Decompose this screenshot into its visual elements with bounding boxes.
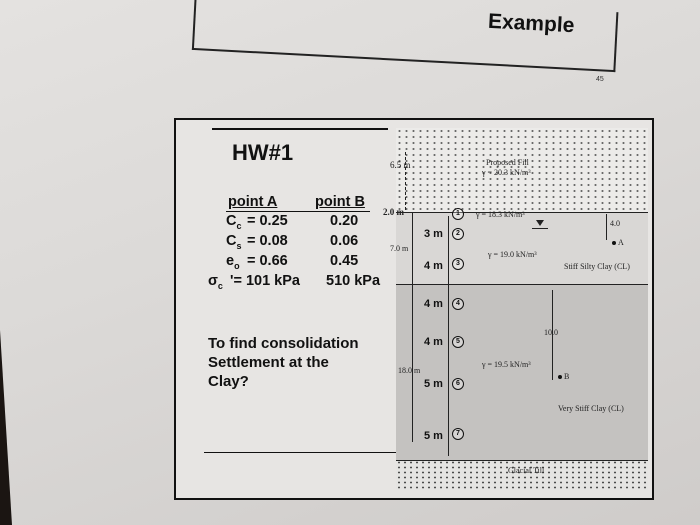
- page-number: 45: [596, 76, 604, 83]
- param-cs-point-a: = 0.08: [247, 233, 288, 249]
- param-eo-point-a: = 0.66: [247, 253, 288, 269]
- homework-title: HW#1: [232, 140, 294, 165]
- point-b-marker: [558, 375, 562, 379]
- point-a-marker: [612, 241, 616, 245]
- param-eo-point-b: 0.45: [330, 253, 359, 269]
- question-text: [208, 334, 359, 391]
- very-stiff-clay-label: Very Stiff Clay (CL): [558, 404, 624, 413]
- param-sigma-c-point-a: '= 101 kPa: [230, 273, 300, 289]
- water-depth-line: [606, 214, 607, 240]
- sublayer-number: 6: [452, 378, 464, 390]
- depth-2-label: 2.0 m: [383, 207, 404, 217]
- depth-4-label: 4.0: [610, 219, 620, 228]
- fill-depth-label: 6.5 m: [390, 160, 411, 170]
- sublayer-thickness-5: 4 m: [424, 336, 443, 348]
- till-boundary-line: [396, 460, 648, 461]
- point-a-label: A: [618, 238, 624, 247]
- layer-boundary-line: [396, 284, 648, 285]
- fill-unit-weight: γ = 20.3 kN/m³: [482, 168, 531, 177]
- sublayer-thickness-3: 4 m: [424, 260, 443, 272]
- silty-clay-label: Stiff Silty Clay (CL): [564, 262, 630, 271]
- example-title: Example: [487, 9, 575, 38]
- depth-7-label: 7.0 m: [390, 244, 409, 253]
- unit-weight-2: γ = 19.0 kN/m³: [488, 250, 537, 259]
- sublayer-number: 5: [452, 336, 464, 348]
- sublayer-thickness-6: 5 m: [424, 378, 443, 390]
- water-table-icon: [536, 220, 544, 226]
- unit-weight-3: γ = 19.5 kN/m³: [482, 360, 531, 369]
- param-cc-point-b: 0.20: [330, 213, 359, 229]
- sublayer-number: 4: [452, 298, 464, 310]
- param-label-cc: $C_c$: [226, 213, 242, 231]
- sublayer-thickness-2: 3 m: [424, 228, 443, 240]
- depth-dimension-line: [412, 212, 413, 442]
- unit-weight-1: γ = 18.3 kN/m³: [476, 210, 525, 219]
- glacial-till-layer: [396, 460, 648, 490]
- param-sigma-c-point-b: 510 kPa: [326, 273, 381, 289]
- sublayer-dimension-line: [448, 216, 449, 456]
- depth-18-label: 18.0 m: [398, 366, 421, 375]
- column-header-point-b: point B: [315, 194, 365, 210]
- water-table-line: [532, 228, 548, 229]
- param-cs-point-b: 0.06: [330, 233, 359, 249]
- sublayer-number: 7: [452, 428, 464, 440]
- depth-10-label: 10.0: [544, 328, 558, 337]
- param-cc-point-a: = 0.25: [247, 213, 288, 229]
- param-label-sigma-c: $\sigma_c$: [208, 273, 223, 291]
- sublayer-number: 1: [452, 208, 464, 220]
- question-line: Clay?: [208, 373, 249, 390]
- sublayer-thickness-7: 5 m: [424, 430, 443, 442]
- question-line: To find consolidation: [208, 335, 359, 352]
- question-line: Settlement at the: [208, 354, 329, 371]
- table-header-rule: [226, 211, 370, 212]
- soil-profile: [383, 128, 648, 490]
- column-header-point-a: point A: [228, 194, 278, 210]
- point-b-label: B: [564, 372, 570, 381]
- sublayer-number: 2: [452, 228, 464, 240]
- fill-label: Proposed Fill: [486, 158, 529, 167]
- title-rule: [212, 128, 388, 130]
- bottom-rule: [204, 452, 398, 453]
- glacial-till-label: Glacial Till: [508, 466, 545, 475]
- sublayer-thickness-4: 4 m: [424, 298, 443, 310]
- sublayer-number: 3: [452, 258, 464, 270]
- param-label-eo: $e_o$: [226, 253, 240, 271]
- param-label-cs: $C_s$: [226, 233, 242, 251]
